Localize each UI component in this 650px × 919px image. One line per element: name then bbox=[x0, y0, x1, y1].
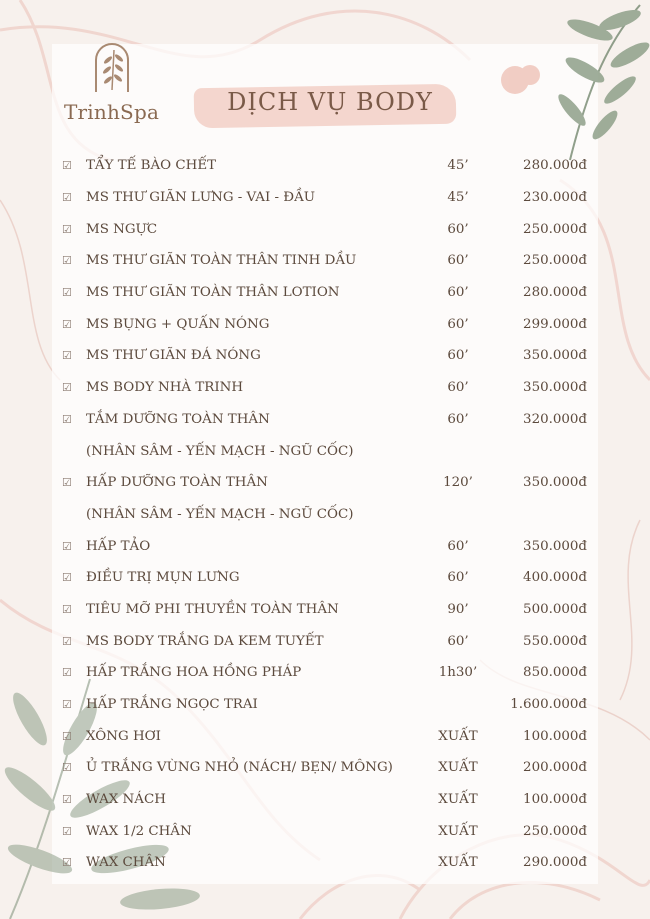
service-name: MS BODY TRẮNG DA KEM TUYẾT bbox=[86, 633, 324, 649]
service-row bbox=[62, 594, 602, 626]
service-price: 350.000đ bbox=[523, 538, 587, 554]
service-name: MS BODY NHÀ TRINH bbox=[86, 380, 244, 396]
service-duration: 60’ bbox=[447, 380, 469, 396]
checkbox-icon: ☑ bbox=[62, 571, 72, 585]
brand-logo bbox=[62, 42, 162, 132]
service-row bbox=[62, 562, 602, 594]
checkbox-icon: ☑ bbox=[62, 381, 72, 395]
service-duration: 60’ bbox=[447, 285, 469, 301]
checkbox-icon: ☑ bbox=[62, 761, 72, 775]
service-price: 1.600.000đ bbox=[510, 697, 587, 713]
service-duration: XUẤT bbox=[438, 823, 478, 839]
service-name: TẮM DƯỠNG TOÀN THÂN bbox=[86, 411, 270, 427]
service-row bbox=[62, 182, 602, 214]
service-duration: 1h30’ bbox=[438, 665, 478, 681]
service-duration: 60’ bbox=[447, 221, 469, 237]
service-row bbox=[62, 689, 602, 721]
service-name: HẤP TRẮNG HOA HỒNG PHÁP bbox=[86, 665, 302, 681]
service-row bbox=[62, 277, 602, 309]
checkbox-icon: ☑ bbox=[62, 666, 72, 680]
service-price: 100.000đ bbox=[523, 792, 587, 808]
service-price: 400.000đ bbox=[523, 570, 587, 586]
service-duration: 60’ bbox=[447, 253, 469, 269]
service-name: HẤP TRẮNG NGỌC TRAI bbox=[86, 697, 258, 713]
service-row bbox=[62, 784, 602, 816]
service-duration: 120’ bbox=[443, 475, 473, 491]
service-row bbox=[62, 245, 602, 277]
service-price: 850.000đ bbox=[523, 665, 587, 681]
service-duration: 60’ bbox=[447, 348, 469, 364]
service-row bbox=[62, 752, 602, 784]
checkbox-icon: ☑ bbox=[62, 602, 72, 616]
service-name: ĐIỀU TRỊ MỤN LƯNG bbox=[86, 570, 240, 586]
checkbox-icon: ☑ bbox=[62, 476, 72, 490]
service-row bbox=[62, 815, 602, 847]
service-row bbox=[62, 340, 602, 372]
service-name: WAX NÁCH bbox=[86, 792, 166, 808]
service-price: 350.000đ bbox=[523, 475, 587, 491]
checkbox-icon: ☑ bbox=[62, 159, 72, 173]
service-duration: 60’ bbox=[447, 316, 469, 332]
service-duration: XUẤT bbox=[438, 855, 478, 871]
service-name: MS THƯ GIÃN TOÀN THÂN TINH DẦU bbox=[86, 253, 357, 269]
arch-leaf-logo-icon bbox=[92, 42, 132, 94]
service-row bbox=[62, 150, 602, 182]
service-duration: 45’ bbox=[447, 190, 469, 206]
service-name: WAX CHÂN bbox=[86, 855, 166, 871]
service-duration: XUẤT bbox=[438, 760, 478, 776]
page-title: DỊCH VỤ BODY bbox=[227, 88, 433, 116]
service-row bbox=[62, 435, 602, 467]
service-price: 320.000đ bbox=[523, 411, 587, 427]
checkbox-icon: ☑ bbox=[62, 539, 72, 553]
service-row bbox=[62, 657, 602, 689]
checkbox-icon: ☑ bbox=[62, 286, 72, 300]
brand-name: TrinhSpa bbox=[64, 100, 160, 124]
service-name: (NHÂN SÂM - YẾN MẠCH - NGŨ CỐC) bbox=[86, 443, 354, 459]
service-name: MS NGỰC bbox=[86, 221, 158, 237]
service-price: 200.000đ bbox=[523, 760, 587, 776]
service-row bbox=[62, 213, 602, 245]
service-price: 250.000đ bbox=[523, 823, 587, 839]
service-row bbox=[62, 372, 602, 404]
service-name: WAX 1/2 CHÂN bbox=[86, 823, 192, 839]
service-price: 500.000đ bbox=[523, 601, 587, 617]
service-row bbox=[62, 625, 602, 657]
service-price: 250.000đ bbox=[523, 221, 587, 237]
checkbox-icon: ☑ bbox=[62, 729, 72, 743]
checkbox-icon: ☑ bbox=[62, 222, 72, 236]
service-row bbox=[62, 467, 602, 499]
service-duration: 45’ bbox=[447, 158, 469, 174]
service-duration: 60’ bbox=[447, 411, 469, 427]
service-price: 100.000đ bbox=[523, 728, 587, 744]
service-price: 299.000đ bbox=[523, 316, 587, 332]
checkbox-icon: ☑ bbox=[62, 254, 72, 268]
service-name: TIÊU MỠ PHI THUYỀN TOÀN THÂN bbox=[86, 601, 339, 617]
checkbox-icon: ☑ bbox=[62, 191, 72, 205]
service-list bbox=[62, 150, 602, 879]
service-row bbox=[62, 404, 602, 436]
service-name: MS THƯ GIÃN ĐÁ NÓNG bbox=[86, 348, 261, 364]
service-name: TẨY TẾ BÀO CHẾT bbox=[86, 158, 217, 174]
service-price: 350.000đ bbox=[523, 380, 587, 396]
checkbox-icon: ☑ bbox=[62, 824, 72, 838]
checkbox-icon: ☑ bbox=[62, 317, 72, 331]
service-duration: XUẤT bbox=[438, 792, 478, 808]
service-duration: 60’ bbox=[447, 538, 469, 554]
checkbox-icon: ☑ bbox=[62, 793, 72, 807]
service-row bbox=[62, 720, 602, 752]
service-row bbox=[62, 530, 602, 562]
service-price: 230.000đ bbox=[523, 190, 587, 206]
checkbox-icon: ☑ bbox=[62, 856, 72, 870]
service-name: MS BỤNG + QUẤN NÓNG bbox=[86, 316, 270, 332]
service-price: 350.000đ bbox=[523, 348, 587, 364]
service-duration: 60’ bbox=[447, 570, 469, 586]
service-price: 290.000đ bbox=[523, 855, 587, 871]
service-duration: XUẤT bbox=[438, 728, 478, 744]
service-row bbox=[62, 847, 602, 879]
service-duration: 60’ bbox=[447, 633, 469, 649]
service-name: HẤP TẢO bbox=[86, 538, 151, 554]
service-price: 250.000đ bbox=[523, 253, 587, 269]
service-name: XÔNG HƠI bbox=[86, 728, 161, 744]
service-name: (NHÂN SÂM - YẾN MẠCH - NGŨ CỐC) bbox=[86, 506, 354, 522]
service-price: 280.000đ bbox=[523, 285, 587, 301]
service-name: Ủ TRẮNG VÙNG NHỎ (NÁCH/ BẸN/ MÔNG) bbox=[86, 760, 393, 776]
checkbox-icon: ☑ bbox=[62, 412, 72, 426]
service-name: MS THƯ GIÃN LƯNG - VAI - ĐẦU bbox=[86, 190, 316, 206]
service-price: 550.000đ bbox=[523, 633, 587, 649]
service-name: HẤP DƯỠNG TOÀN THÂN bbox=[86, 475, 268, 491]
service-price: 280.000đ bbox=[523, 158, 587, 174]
service-duration: 90’ bbox=[447, 601, 469, 617]
checkbox-icon: ☑ bbox=[62, 634, 72, 648]
checkbox-icon: ☑ bbox=[62, 698, 72, 712]
service-row bbox=[62, 499, 602, 531]
leaf-decoration-top-right bbox=[490, 0, 650, 170]
service-row bbox=[62, 308, 602, 340]
service-name: MS THƯ GIÃN TOÀN THÂN LOTION bbox=[86, 285, 340, 301]
checkbox-icon: ☑ bbox=[62, 349, 72, 363]
